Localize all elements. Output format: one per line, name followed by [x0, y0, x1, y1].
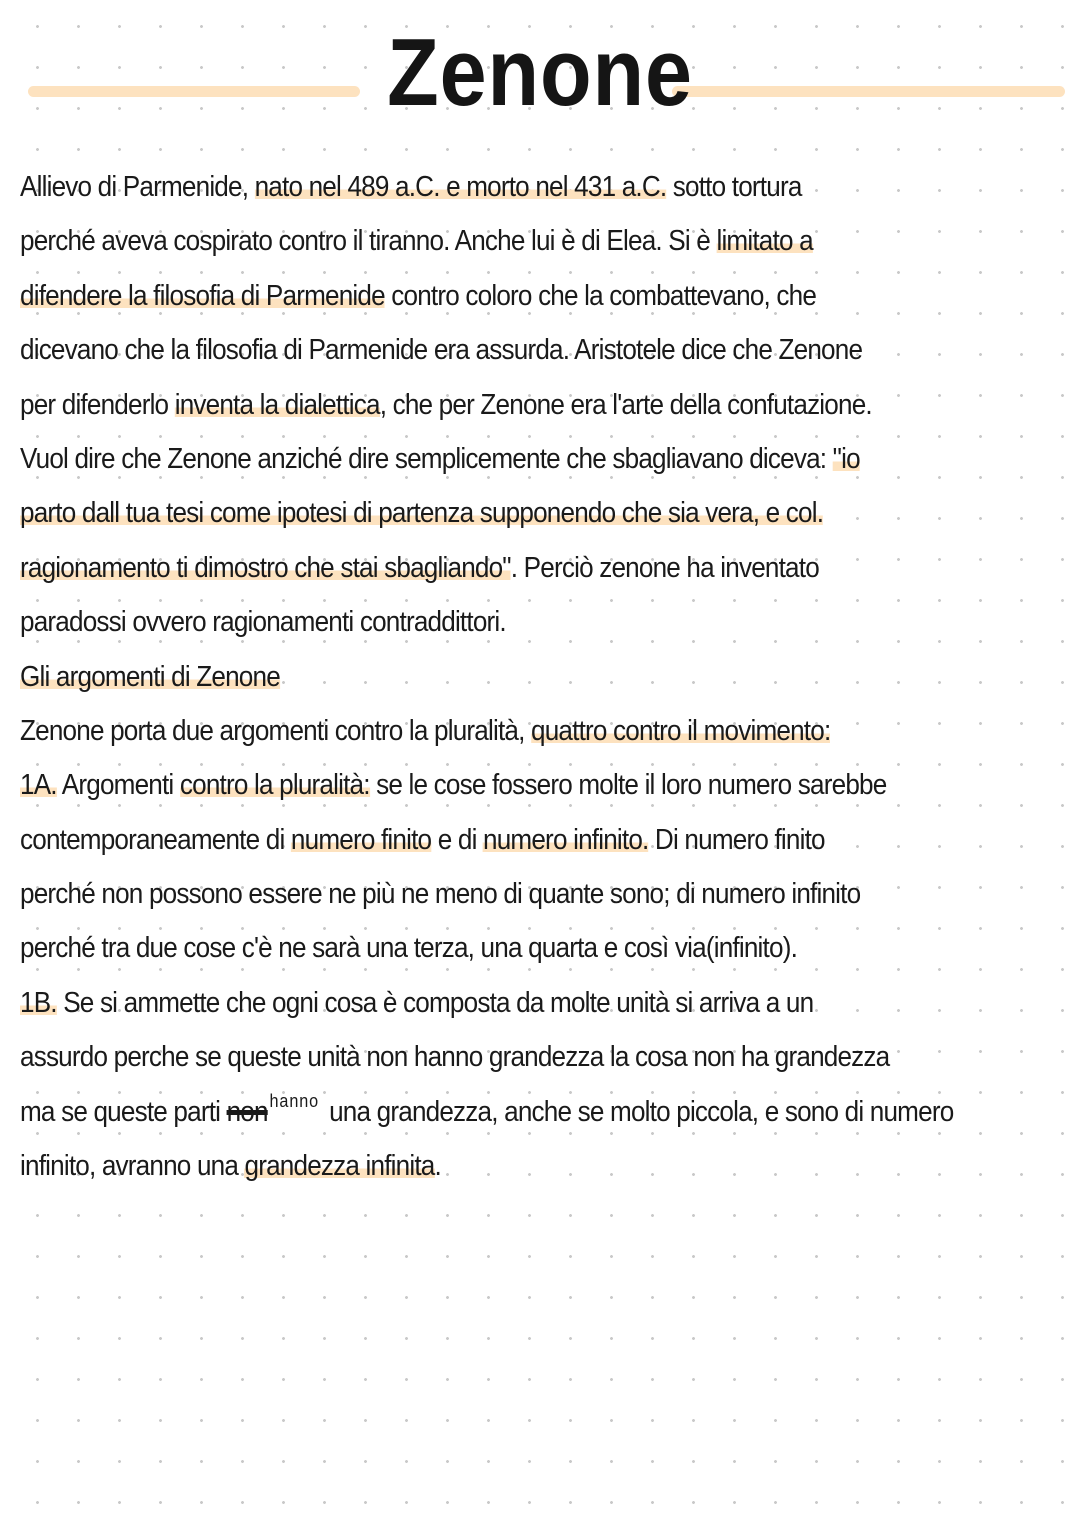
highlighted-text: numero finito — [290, 823, 432, 856]
text-segment: una grandezza, anche se molto piccola, e sono di numero — [322, 1095, 954, 1128]
text-line — [20, 758, 965, 812]
text-segment: Zenone porta due argomenti contro la pluralità, — [20, 714, 532, 747]
text-segment: . Perciò zenone ha inventato — [510, 551, 819, 584]
text-segment: contro coloro che la combattevano, che — [384, 279, 817, 312]
text-segment: dicevano che la filosofia di Parmenide era assurda. Aristotele dice che Zenone — [20, 334, 863, 367]
text-line — [20, 1085, 965, 1139]
text-line — [20, 976, 965, 1030]
text-segment: contemporaneamente di — [20, 823, 291, 856]
highlighted-text: limitato a — [716, 225, 813, 258]
highlighted-text: contro la pluralità: — [179, 769, 370, 802]
text-line — [20, 704, 965, 758]
highlighted-text: numero infinito. — [483, 823, 649, 856]
text-segment: sotto tortura — [666, 171, 802, 203]
title-area — [0, 18, 1080, 128]
notes-body — [20, 160, 1070, 1193]
text-line — [20, 214, 965, 268]
page-title: Zenone — [387, 19, 693, 126]
highlighted-text: inventa la dialettica — [174, 388, 380, 421]
highlighted-text: quattro contro il movimento: — [531, 714, 831, 747]
text-segment: Se si ammette che ogni cosa è composta da molte unità si arriva a un — [56, 986, 814, 1019]
highlighted-text: Gli argomenti di Zenone — [20, 660, 280, 693]
handwritten-correction: hanno — [269, 1090, 320, 1111]
text-segment: ma se queste parti — [20, 1095, 227, 1128]
text-segment: Di numero finito — [648, 823, 825, 856]
text-segment: paradossi ovvero ragionamenti contraddittori. — [20, 606, 506, 639]
text-segment: , che per Zenone era l'arte della confutazione. — [379, 388, 872, 421]
highlighted-text: nato nel 489 a.C. e morto nel 431 a.C. — [254, 171, 667, 203]
text-segment: e di — [431, 823, 484, 856]
highlighted-text: grandezza infinita — [244, 1150, 435, 1183]
text-line — [20, 432, 965, 486]
text-segment: infinito, avranno una — [20, 1150, 245, 1183]
highlighted-text: difendere la filosofia di Parmenide — [20, 279, 385, 312]
text-line — [20, 486, 965, 540]
text-segment: . — [434, 1150, 441, 1183]
text-line — [20, 1030, 965, 1084]
highlighted-text: 1A. — [20, 769, 57, 802]
highlighted-text: ragionamento ti dimostro che stai sbagliando" — [20, 551, 511, 584]
text-line — [20, 378, 965, 432]
highlighted-text: parto dall tua tesi come ipotesi di partenza supponendo che sia vera, e col. — [20, 497, 824, 530]
text-line — [20, 650, 965, 704]
text-line — [20, 1139, 965, 1193]
struck-word: non — [226, 1095, 268, 1128]
text-segment: assurdo perche se queste unità non hanno grandezza la cosa non ha grandezza — [20, 1041, 890, 1074]
text-segment: Argomenti — [56, 769, 180, 802]
text-line — [20, 541, 965, 595]
text-line — [20, 269, 965, 323]
text-segment: per difenderlo — [20, 388, 175, 421]
text-line — [20, 867, 965, 921]
text-line — [20, 323, 965, 377]
text-segment: se le cose fossero molte il loro numero sarebbe — [369, 769, 887, 802]
text-segment: perché tra due cose c'è ne sarà una terza, una quarta e così via(infinito). — [20, 932, 798, 965]
highlighted-text: "io — [832, 442, 860, 475]
text-line — [20, 595, 965, 649]
text-line — [20, 921, 965, 975]
highlighted-text: 1B. — [20, 986, 57, 1019]
text-segment: perché non possono essere ne più ne meno di quante sono; di numero infinito — [20, 878, 861, 911]
text-segment: perché aveva cospirato contro il tiranno. Anche lui è di Elea. Si è — [20, 225, 717, 258]
text-segment: Allievo di Parmenide, — [20, 171, 255, 203]
text-segment: Vuol dire che Zenone anziché dire semplicemente che sbagliavano diceva: — [20, 442, 833, 475]
text-line — [20, 160, 965, 214]
text-line — [20, 813, 965, 867]
